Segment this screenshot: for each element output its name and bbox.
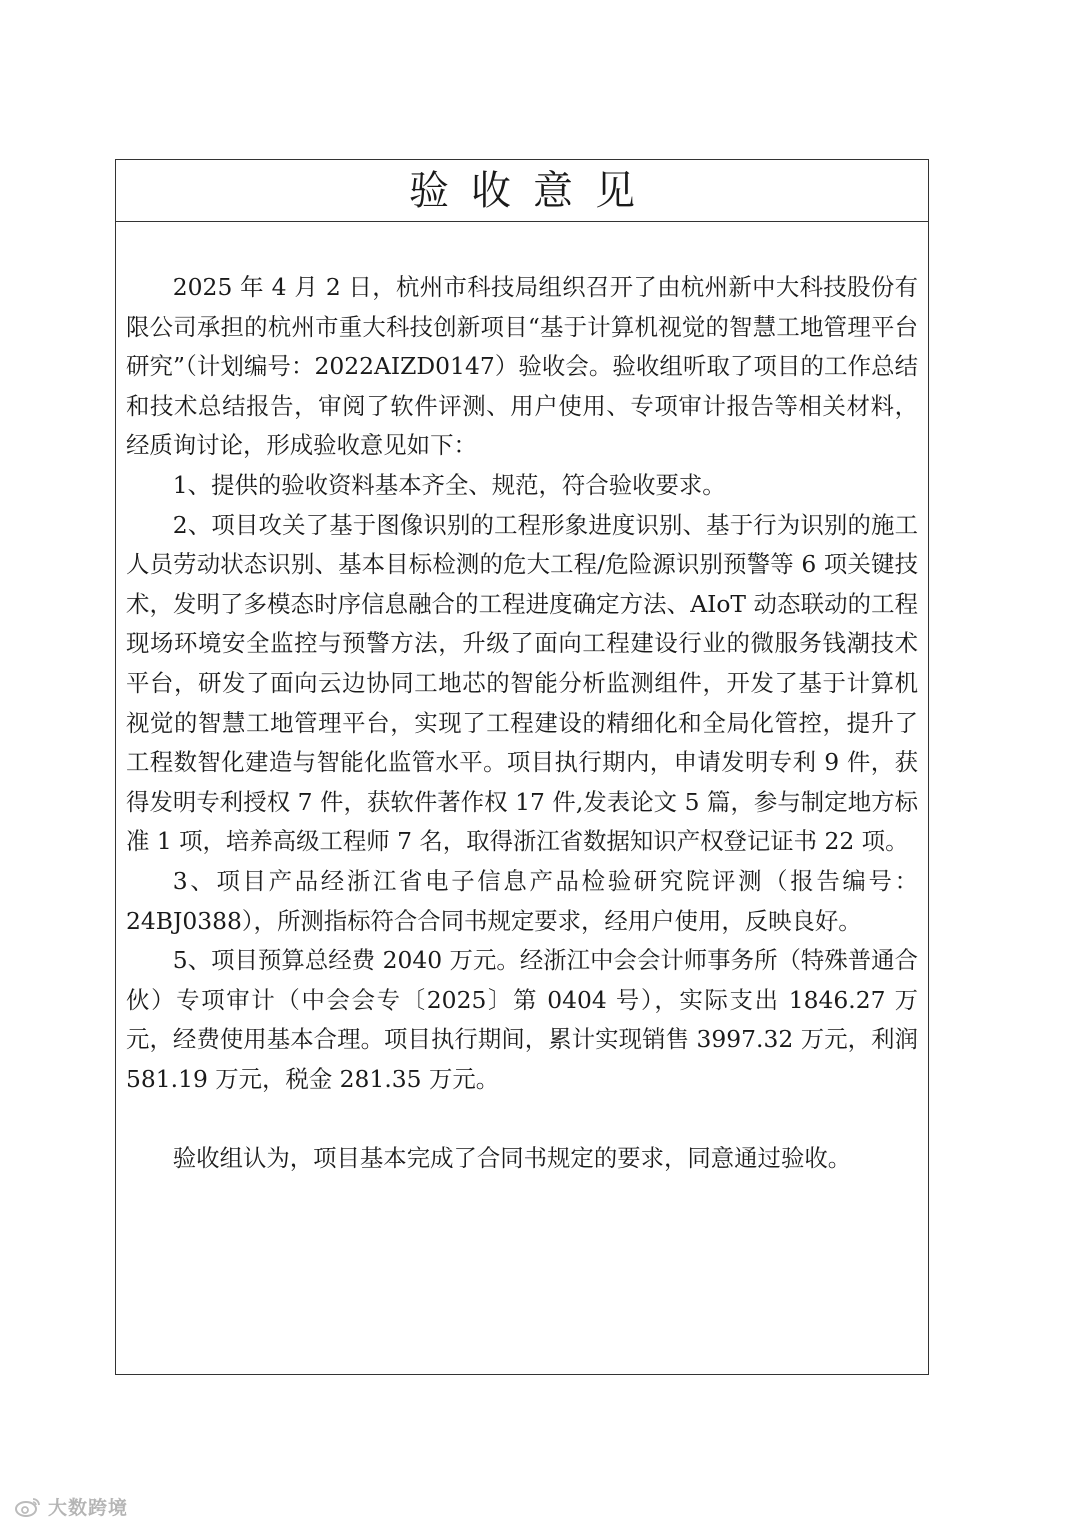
- paragraph-item-1: 1、提供的验收资料基本齐全、规范，符合验收要求。: [172, 470, 726, 499]
- opinion-form: [115, 159, 929, 1375]
- title-row: [116, 160, 928, 222]
- opinion-body: [116, 222, 928, 1179]
- paragraph-item-5: 5、项目预算总经费 2040 万元。经浙江中会会计师事务所（特殊普通合伙）专项审计（中会会专〔2025〕第 0404 号），实际支出 1846.27 万元，经费使用基本合理。项目执行期间，累计实现销售 3997.32 万元，利润 581.19 万元，税金 281.35 万元。: [126, 946, 918, 1093]
- paragraph-intro: 2025 年 4 月 2 日，杭州市科技局组织召开了由杭州新中大科技股份有限公司承担的杭州市重大科技创新项目“基于计算机视觉的智慧工地管理平台研究”（计划编号：2022AIZD0147）验收会。验收组听取了项目的工作总结和技术总结报告，审阅了软件评测、用户使用、专项审计报告等相关材料，经质询讨论，形成验收意见如下：: [126, 273, 918, 460]
- page-title: 验收意见: [409, 167, 657, 214]
- paragraph-item-2: 2、项目攻关了基于图像识别的工程形象进度识别、基于行为识别的施工人员劳动状态识别、基本目标检测的危大工程/危险源识别预警等 6 项关键技术，发明了多模态时序信息融合的工程进度确定方法、AIoT 动态联动的工程现场环境安全监控与预警方法，升级了面向工程建设行业的微服务钱潮技术平台，研发了面向云边协同工地芯的智能分析监测组件，开发了基于计算机视觉的智慧工地管理平台，实现了工程建设的精细化和全局化管控，提升了工程数智化建造与智能化监管水平。项目执行期内，申请发明专利 9 件，获得发明专利授权 7 件，获软件著作权 17 件,发表论文 5 篇，参与制定地方标准 1 项，培养高级工程师 7 名，取得浙江省数据知识产权登记证书 22 项。: [126, 510, 918, 856]
- weibo-logo-icon: [14, 1496, 42, 1518]
- watermark-text: 大数跨境: [48, 1497, 129, 1519]
- paragraph-conclusion: 验收组认为，项目基本完成了合同书规定的要求，同意通过验收。: [172, 1144, 852, 1173]
- watermark: [14, 1493, 128, 1520]
- blank-line: [126, 1099, 918, 1139]
- paragraph-item-3: 3、项目产品经浙江省电子信息产品检验研究院评测（报告编号：24BJ0388），所测指标符合合同书规定要求，经用户使用，反映良好。: [126, 866, 918, 935]
